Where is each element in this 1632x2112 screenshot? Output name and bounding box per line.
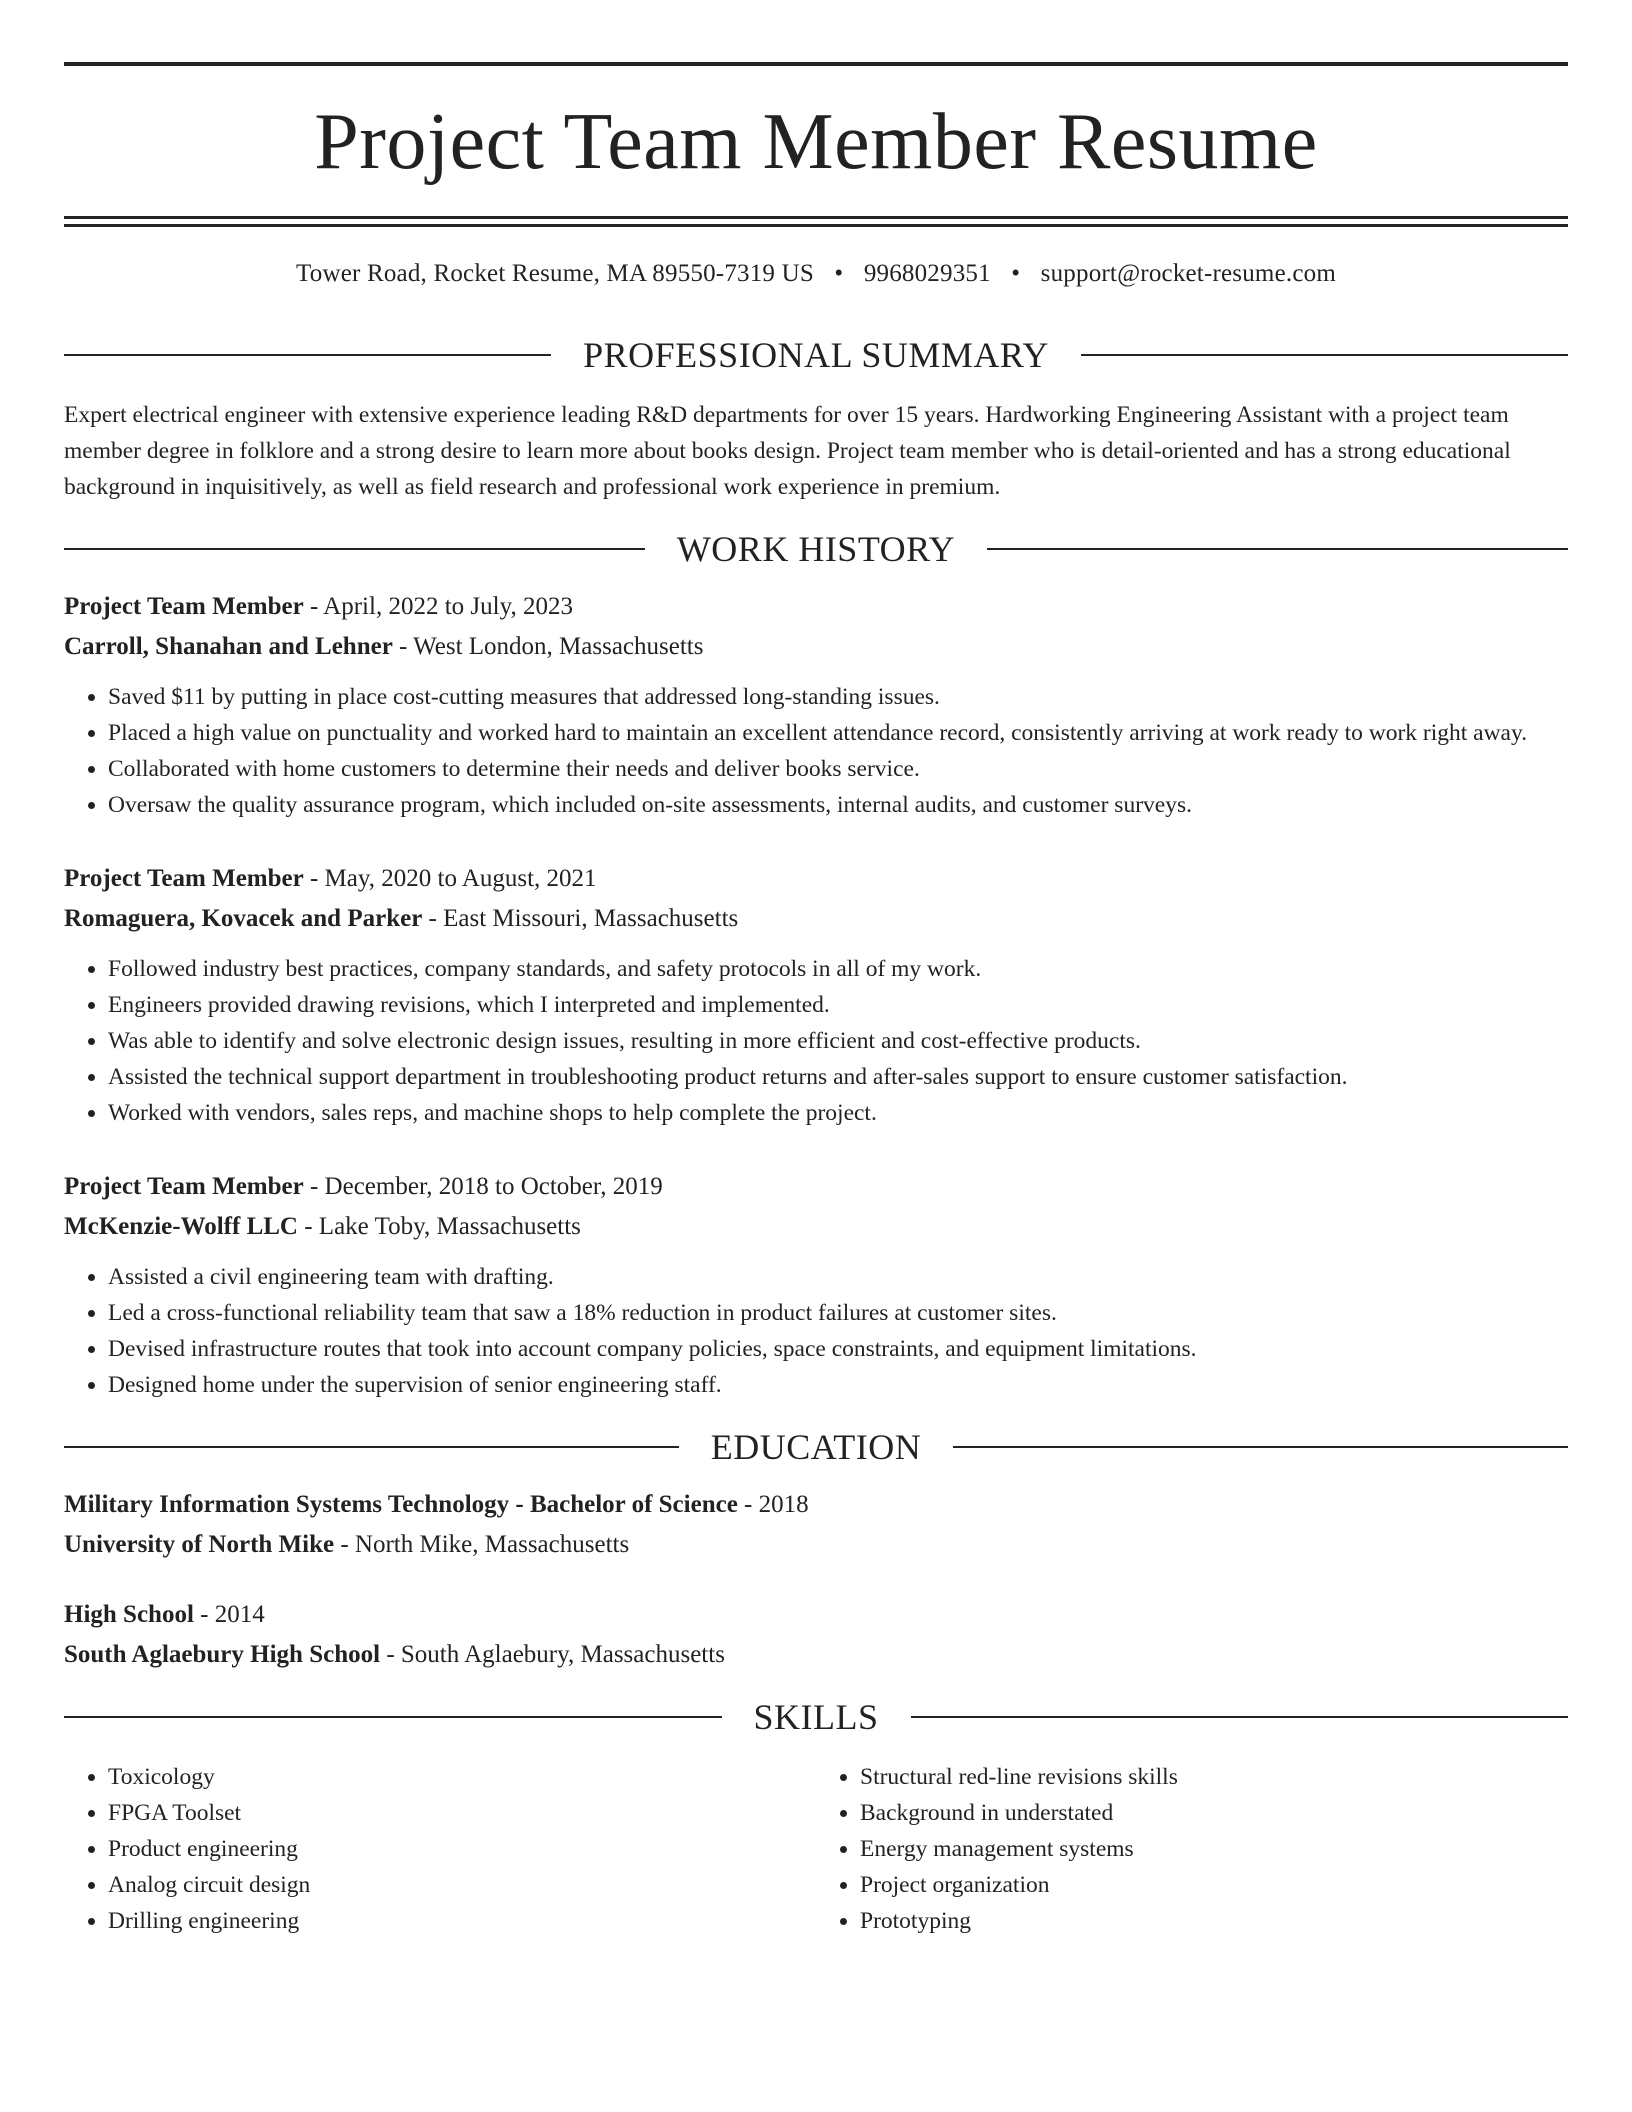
job-title-line <box>64 587 1568 627</box>
work-history-list <box>64 587 1568 1403</box>
section-heading-skills <box>64 1697 1568 1737</box>
skill-item: • Prototyping <box>860 1903 1568 1939</box>
heading-rule <box>64 354 551 356</box>
skill-item: • Energy management systems <box>860 1831 1568 1867</box>
section-heading-work <box>64 529 1568 569</box>
education-degree: Military Information Systems Technology - Bachelor of Science <box>64 1490 738 1518</box>
heading-rule <box>64 1446 679 1448</box>
job-entry <box>64 587 1568 823</box>
job-bullet: • Placed a high value on punctuality and worked hard to maintain an excellent attendance record, consistently arriving at work ready to work right away. <box>108 715 1568 751</box>
skill-item: • Drilling engineering <box>108 1903 816 1939</box>
section-title: EDUCATION <box>710 1426 922 1467</box>
skills-column-left <box>64 1759 816 1939</box>
job-bullet: • Was able to identify and solve electronic design issues, resulting in more efficient and cost-effective products. <box>108 1023 1568 1059</box>
education-school: University of North Mike <box>64 1530 335 1558</box>
job-bullet: • Oversaw the quality assurance program, which included on-site assessments, internal audits, and customer surveys. <box>108 787 1568 823</box>
job-title: Project Team Member <box>64 864 304 892</box>
job-dates: - May, 2020 to August, 2021 <box>303 864 597 892</box>
contact-separator: • <box>834 260 844 287</box>
education-entry <box>64 1595 1568 1675</box>
contact-phone: 9968029351 <box>863 260 991 287</box>
job-bullet: • Worked with vendors, sales reps, and machine shops to help complete the project. <box>108 1095 1568 1131</box>
education-degree-line <box>64 1485 1568 1525</box>
page-title: Project Team Member Resume <box>314 98 1318 186</box>
job-title-line <box>64 859 1568 899</box>
job-dates: - December, 2018 to October, 2019 <box>303 1172 663 1200</box>
education-school: South Aglaebury High School <box>64 1640 381 1668</box>
job-bullet: • Devised infrastructure routes that took into account company policies, space constraints, and equipment limitations. <box>108 1331 1568 1367</box>
job-bullet: • Designed home under the supervision of senior engineering staff. <box>108 1367 1568 1403</box>
heading-rule <box>1081 354 1568 356</box>
education-year: - 2018 <box>737 1490 809 1518</box>
job-bullet: • Engineers provided drawing revisions, which I interpreted and implemented. <box>108 987 1568 1023</box>
skill-item: • Background in understated <box>860 1795 1568 1831</box>
section-title: SKILLS <box>753 1696 879 1737</box>
skill-item: • Toxicology <box>108 1759 816 1795</box>
job-bullets <box>64 1259 1568 1403</box>
skill-item: • Project organization <box>860 1867 1568 1903</box>
job-title: Project Team Member <box>64 1172 304 1200</box>
section-title: WORK HISTORY <box>676 528 956 569</box>
education-degree: High School <box>64 1600 194 1628</box>
skill-item: • FPGA Toolset <box>108 1795 816 1831</box>
contact-line <box>64 259 1568 289</box>
job-bullet: • Led a cross-functional reliability team that saw a 18% reduction in product failures at customer sites. <box>108 1295 1568 1331</box>
section-title: PROFESSIONAL SUMMARY <box>583 335 1049 375</box>
job-bullet: • Followed industry best practices, company standards, and safety protocols in all of my work. <box>108 951 1568 987</box>
skill-item: • Structural red-line revisions skills <box>860 1759 1568 1795</box>
education-entry <box>64 1485 1568 1565</box>
job-dates: - April, 2022 to July, 2023 <box>303 592 573 620</box>
heading-rule <box>64 1716 722 1718</box>
section-heading-summary <box>64 335 1568 375</box>
section-heading-education <box>64 1427 1568 1467</box>
education-list <box>64 1485 1568 1675</box>
heading-rule <box>987 548 1568 550</box>
education-degree-line <box>64 1595 1568 1635</box>
job-bullet: • Saved $11 by putting in place cost-cutting measures that addressed long-standing issues. <box>108 679 1568 715</box>
education-school-line <box>64 1525 1568 1565</box>
job-entry <box>64 859 1568 1131</box>
heading-rule <box>953 1446 1568 1448</box>
heading-rule <box>64 548 645 550</box>
job-location: - West London, Massachusetts <box>392 632 704 660</box>
education-school-line <box>64 1635 1568 1675</box>
education-location: - North Mike, Massachusetts <box>334 1530 630 1558</box>
job-bullet: • Assisted the technical support department in troubleshooting product returns and after-sales support to ensure customer satisfaction. <box>108 1059 1568 1095</box>
job-location: - Lake Toby, Massachusetts <box>297 1212 581 1240</box>
job-company-line <box>64 899 1568 939</box>
job-bullets <box>64 951 1568 1131</box>
job-bullet: • Collaborated with home customers to determine their needs and deliver books service. <box>108 751 1568 787</box>
top-rule <box>64 62 1568 66</box>
title-double-rule <box>64 216 1568 227</box>
skill-item: • Analog circuit design <box>108 1867 816 1903</box>
contact-email: support@rocket-resume.com <box>1040 260 1336 287</box>
education-year: - 2014 <box>193 1600 265 1628</box>
job-entry <box>64 1167 1568 1403</box>
skills-grid <box>64 1759 1568 1939</box>
job-bullet: • Assisted a civil engineering team with drafting. <box>108 1259 1568 1295</box>
job-company: Romaguera, Kovacek and Parker <box>64 904 423 932</box>
job-bullets <box>64 679 1568 823</box>
job-company-line <box>64 1207 1568 1247</box>
contact-address: Tower Road, Rocket Resume, MA 89550-7319 US <box>296 260 814 287</box>
skill-item: • Product engineering <box>108 1831 816 1867</box>
job-company: Carroll, Shanahan and Lehner <box>64 632 393 660</box>
job-location: - East Missouri, Massachusetts <box>422 904 739 932</box>
education-location: - South Aglaebury, Massachusetts <box>380 1640 725 1668</box>
contact-separator: • <box>1011 260 1021 287</box>
job-company: McKenzie-Wolff LLC <box>64 1212 298 1240</box>
job-title: Project Team Member <box>64 592 304 620</box>
skills-column-right <box>816 1759 1568 1939</box>
job-company-line <box>64 627 1568 667</box>
summary-text: Expert electrical engineer with extensive experience leading R&D departments for over 15 years. Hardworking Engineering Assistant with a project team member degree in folklore and a strong desire to learn more about books design. Project team member who is detail-oriented and has a strong educational background in inquisitively, as well as field research and professional work experience in premium. <box>64 402 1511 500</box>
job-title-line <box>64 1167 1568 1207</box>
heading-rule <box>911 1716 1569 1718</box>
